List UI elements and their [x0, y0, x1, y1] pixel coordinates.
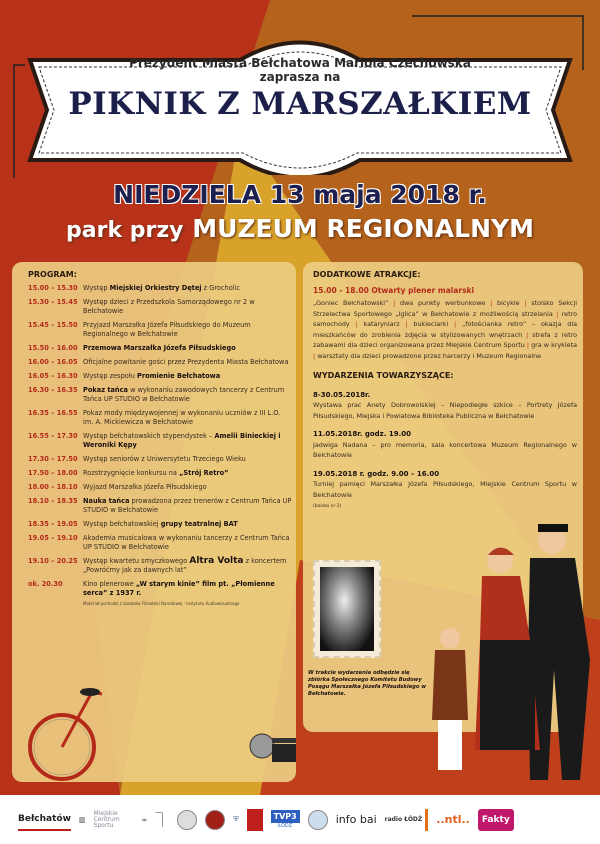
separator: |: [388, 299, 401, 307]
belchatow-logo: Bełchatów: [18, 809, 71, 831]
description-part: Występ zespołu: [83, 372, 137, 380]
event-text: Jadwiga Nadana – pro memoria, sala koncertowa Muzeum Regionalnego w Bełchatowie: [313, 440, 577, 459]
program-description: [83, 284, 292, 293]
description-part: Akademia musicalowa w wykonaniu tancerzy z Centrum Tańca UP STUDIO w Bełchatowie: [83, 534, 290, 551]
program-description: [83, 409, 292, 427]
program-time: 15.50 – 16.00: [28, 344, 78, 352]
school-logo: ⏋: [155, 812, 170, 829]
place-pre: park przy: [66, 218, 184, 243]
program-row: [28, 497, 292, 515]
event-date: 8-30.05.2018r.: [313, 390, 371, 399]
description-part: Oficjalne powitanie gości przez Prezydenta Miasta Bełchatowa: [83, 358, 289, 366]
statue-photo: [313, 560, 381, 658]
program-time: 18.10 – 18.35: [28, 497, 78, 505]
event-item: [313, 429, 577, 461]
program-row: [28, 520, 292, 529]
description-part: Amelii Binieckiej i Weroniki Kępy: [83, 432, 281, 449]
place-main: MUZEUM REGIONALNYM: [192, 214, 534, 243]
program-time: 18.00 – 18.10: [28, 483, 78, 491]
description-part: Nauka tańca: [83, 497, 130, 505]
club-logo: [177, 810, 197, 830]
description-part: Kino plenerowe: [83, 580, 136, 588]
program-row: [28, 409, 292, 427]
program-panel: [12, 262, 296, 782]
attraction-item: bukieciarki: [413, 320, 449, 328]
attraction-item: stoisko Sekcji Strzelectwa Sportowego „Iglica” w Bełchatowie z możliwością strzelania: [313, 299, 577, 318]
program-row: [28, 386, 292, 404]
separator: |: [485, 299, 498, 307]
event-text: Turniej pamięci Marszałka Józefa Piłsudskiego, Miejskie Centrum Sportu w Bełchatowie: [313, 480, 577, 499]
description-part: Przyjazd Marszałka Józefa Piłsudskiego do Muzeum Regionalnego w Bełchatowie: [83, 321, 251, 338]
program-description: [83, 372, 292, 381]
inviter-text: Prezydent Miasta Bełchatowa Mariola Czechowska: [129, 56, 471, 70]
description-part: Miejskiej Orkiestry Dętej: [109, 284, 202, 292]
program-time: 16.55 – 17.30: [28, 432, 78, 440]
program-description: [83, 386, 292, 404]
program-description: [83, 534, 292, 552]
invites-text: zaprasza na: [259, 70, 341, 84]
program-description: [83, 557, 292, 575]
description-part: Występ dzieci z Przedszkola Samorządowego nr 2 w Bełchatowie: [83, 298, 255, 315]
attractions-list: [313, 298, 577, 361]
program-description: [83, 497, 292, 515]
description-part: Przemowa Marszałka Józefa Piłsudskiego: [83, 344, 236, 352]
program-description: [83, 344, 292, 353]
description-part: „W starym kinie”: [135, 580, 200, 588]
separator: |: [519, 299, 532, 307]
program-row: [28, 534, 292, 552]
description-part: Występ bełchatowskiej: [83, 520, 161, 528]
separator: |: [552, 309, 562, 318]
penny-farthing-icon: [22, 682, 112, 782]
attraction-item: gra w krykieta: [531, 341, 578, 349]
attraction-item: retro samochody: [313, 309, 577, 328]
program-time: 15.00 – 15.30: [28, 284, 78, 292]
program-time: 18.35 – 19.05: [28, 520, 78, 528]
event-title: PIKNIK Z MARSZAŁKIEM: [68, 86, 532, 122]
attraction-item: bicykle: [497, 299, 520, 307]
radio-lodz-logo: radio ŁÓDŹ: [385, 809, 429, 831]
program-description: [83, 469, 292, 478]
museum-logo: ▥: [78, 815, 86, 824]
description-part: Rozstrzygnięcie konkursu na: [83, 469, 180, 477]
program-row: [28, 557, 292, 575]
program-row: [28, 358, 292, 367]
program-description: [83, 580, 292, 608]
separator: |: [524, 341, 532, 349]
description-part: Występ: [83, 284, 110, 292]
description-part: w wykonaniu zawodowych tancerzy z Centrum Tańca UP STUDIO w Bełchatowie: [83, 386, 285, 403]
program-time: 16.05 – 16.30: [28, 372, 78, 380]
program-row: [28, 284, 292, 293]
separator: |: [313, 351, 318, 360]
program-row: [28, 483, 292, 492]
description-part: prowadzona przez trenerów z Centrum Tańca UP STUDIO w Bełchatowie: [83, 497, 292, 514]
attraction-item: „fotościanka retro” – okazja dla mieszkańców do zrobienia zdjęcia w stylizowanych wnętrzach: [313, 320, 578, 339]
tvp3-logo: TVP3 ŁÓDŹ: [271, 805, 300, 835]
coat-of-arms-logo: ⛨: [233, 815, 239, 823]
ntl-logo: ..ntl..: [436, 813, 470, 826]
event-date: [0, 180, 600, 209]
program-description: [83, 321, 292, 339]
mcs-logo: Miejskie Centrum Sportu: [93, 809, 120, 829]
program-note: Materiał pochodzi z zasobów Filmoteki Narodowej - Instytutu Audiowizualnego: [83, 601, 240, 606]
program-row: [28, 455, 292, 464]
description-part: z koncertem „Powróćmy jak za dawnych lat”: [83, 557, 287, 574]
event-item: [313, 390, 577, 422]
description-part: z Grocholic: [201, 284, 241, 292]
program-description: [83, 455, 292, 464]
attractions-heading: DODATKOWE ATRAKCJE:: [313, 270, 421, 279]
program-row: [28, 372, 292, 381]
program-row: [28, 344, 292, 353]
description-part: Występ bełchatowskich stypendystek –: [83, 432, 215, 440]
attraction-item: kataryniarz: [363, 320, 400, 328]
description-part: Występ seniorów z Uniwersytetu Trzeciego Wieku: [83, 455, 246, 463]
program-description: [83, 520, 292, 529]
description-part: Występ kwartetu smyczkowego: [83, 557, 190, 565]
program-time: 19.05 – 19.10: [28, 534, 78, 542]
program-description: [83, 432, 292, 450]
event-place: [0, 214, 600, 243]
event-date: 19.05.2018 r. godz. 9.00 – 16.00: [313, 469, 440, 478]
program-row: [28, 298, 292, 316]
program-description: [83, 358, 292, 367]
program-row: [28, 469, 292, 478]
event-date: 11.05.2018r. godz. 19.00: [313, 430, 411, 438]
attraction-item: „Goniec Bełchatowski”: [313, 299, 389, 307]
program-time: 16.00 – 16.05: [28, 358, 78, 366]
date-rest: 13 maja 2018 r.: [269, 180, 487, 209]
separator: |: [448, 320, 463, 328]
event-note: (boisko nr 2): [313, 504, 342, 509]
event-item: [313, 469, 577, 513]
separator: |: [349, 320, 364, 328]
program-row: [28, 580, 292, 608]
program-time: 17.50 – 18.00: [28, 469, 78, 477]
description-part: Altra Volta: [189, 556, 244, 566]
program-row: [28, 432, 292, 450]
infobai-logo: info bai: [335, 813, 377, 826]
statue-caption: W trakcie wydarzenia odbędzie się zbiórka Społecznego Komitetu Budowy Posągu Marszałka Józefa Piłsudskiego w Bełchatowie.: [308, 670, 427, 697]
attraction-item: warsztaty dla dzieci prowadzone przez harcerzy i Muzeum Regionalne: [317, 351, 542, 360]
description-part: Wyjazd Marszałka Józefa Piłsudskiego: [83, 483, 207, 491]
press-logo: [247, 809, 263, 831]
program-time: 19.10 – 20.25: [28, 557, 78, 565]
program-row: [28, 321, 292, 339]
fakty-logo: Fakty: [478, 809, 514, 831]
program-time: 16.35 – 16.55: [28, 409, 78, 417]
program-time: 15.30 – 15.45: [28, 298, 78, 306]
program-time: ok. 20.30: [28, 580, 63, 588]
program-description: [83, 483, 292, 492]
separator: |: [399, 320, 414, 328]
events-heading: WYDARZENIA TOWARZYSZĄCE:: [313, 371, 454, 380]
sponsor-logos: [0, 795, 600, 844]
emblem-logo: [205, 810, 225, 830]
separator: |: [522, 330, 533, 339]
program-time: 16.30 – 16.35: [28, 386, 78, 394]
program-time: 17.30 – 17.50: [28, 455, 78, 463]
description-part: Promienie Bełchatowa: [137, 372, 221, 380]
library-logo: ∞: [141, 815, 148, 824]
attraction-item: dwa punkty werbunkowe: [400, 299, 486, 307]
film-reel-icon: [248, 730, 298, 766]
description-part: „Strój Retro”: [179, 469, 229, 477]
event-text: Wystawa prac Anety Dobrowolskiej – Niepodległe szkice – Portrety Józefa Piłsudskiego, Miejska i Powiatowa Biblioteka Publiczna w Bełchatowie: [313, 401, 577, 420]
date-day: NIEDZIELA: [113, 180, 261, 209]
program-time: 15.45 – 15.50: [28, 321, 78, 329]
program-description: [83, 298, 292, 316]
description-part: Pokaz tańca: [83, 386, 128, 394]
period-figures-illustration: [430, 520, 600, 790]
description-part: Pokaz mody międzywojennej w wykonaniu uczniów z III L.O. im. A. Mickiewicza w Bełchatowie: [83, 409, 281, 426]
program-heading: PROGRAM:: [28, 270, 77, 279]
description-part: film pt. „Płomienne serca” z 1937 r.: [83, 580, 275, 597]
attraction-item: strefa z retro zabawami dla dzieci organizowana przez Miejskie Centrum Sportu: [313, 330, 577, 349]
description-part: grupy teatralnej BAT: [160, 520, 238, 528]
attractions-highlight: 15.00 - 18.00 Otwarty plener malarski: [313, 285, 475, 295]
ttl-logo: [308, 810, 328, 830]
